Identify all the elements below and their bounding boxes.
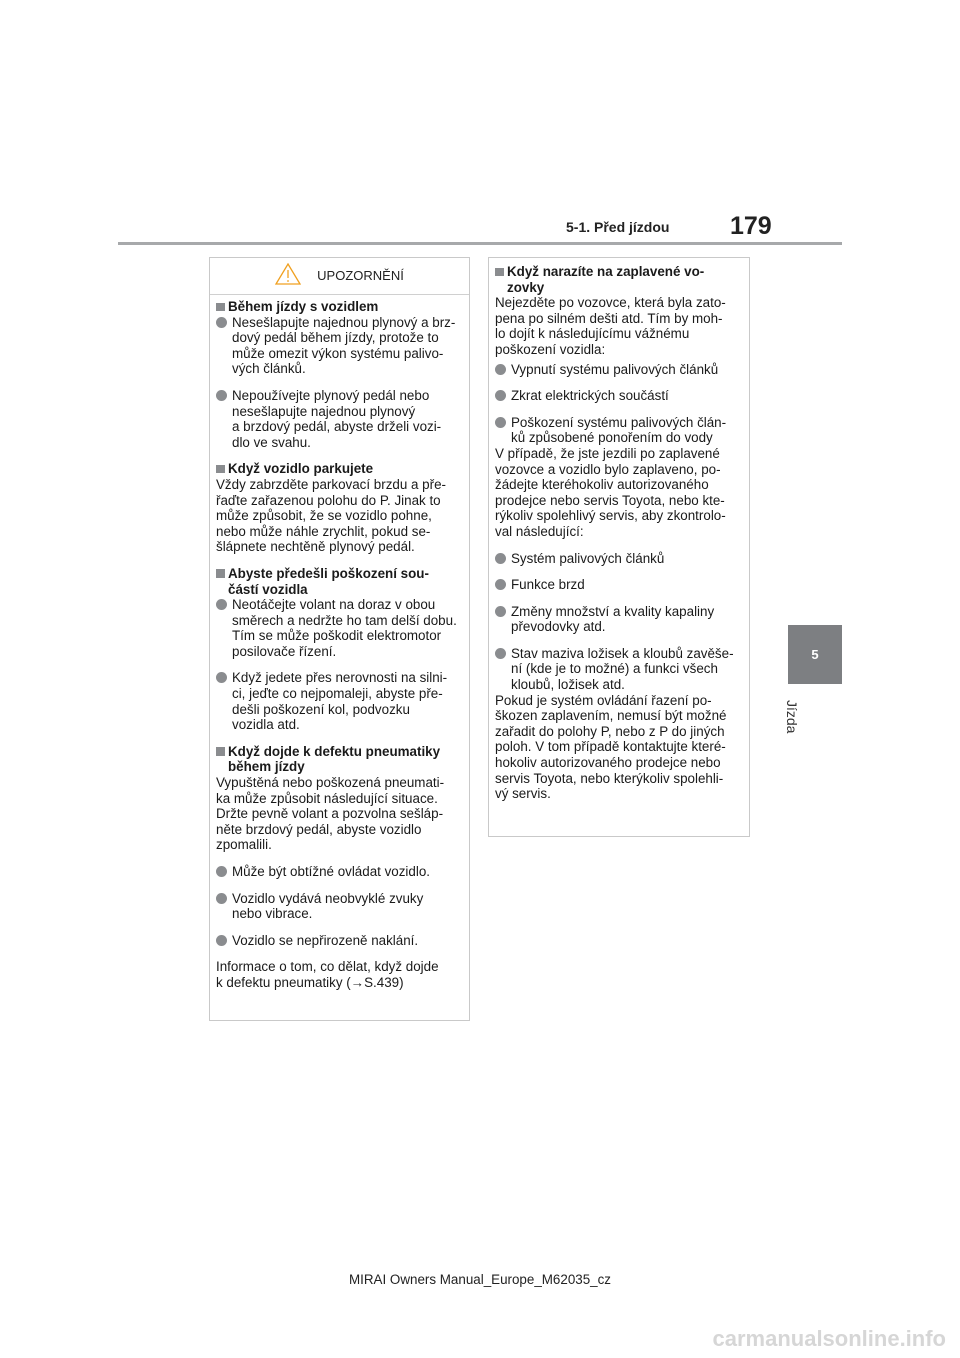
section-title: 5-1. Před jízdou xyxy=(566,219,670,235)
list-item: Funkce brzd xyxy=(495,577,743,593)
square-bullet-icon xyxy=(216,744,228,775)
list-item: Nesešlapujte najednou plynový a brz- dový pedál během jízdy, protože to může omezit výkon systému palivo- vých článků. xyxy=(216,315,463,377)
section-heading: Když vozidlo parkujete xyxy=(216,461,463,477)
list-item-block xyxy=(495,604,743,635)
list-item-block xyxy=(216,933,463,949)
list-item: Změny množství a kvality kapaliny převodovky atd. xyxy=(495,604,743,635)
list-item: Nepoužívejte plynový pedál nebo nesešlapujte najednou plynový a brzdový pedál, abyste drželi vozi- dlo ve svahu. xyxy=(216,388,463,450)
list-item: Zkrat elektrických součástí xyxy=(495,388,743,404)
bullet-icon xyxy=(216,891,232,922)
list-item: Když jedete přes nerovnosti na silni- ci, jeďte co nejpomaleji, abyste pře- dešli poškození kol, podvozku vozidla atd. xyxy=(216,670,463,732)
warning-box xyxy=(209,257,470,1021)
list-item-block xyxy=(495,362,743,378)
flood-box xyxy=(488,257,750,837)
bullet-icon xyxy=(216,864,232,880)
section-heading: Abyste předešli poškození sou- částí vozidla xyxy=(216,566,463,597)
bullet-icon xyxy=(495,415,511,446)
list-item: Stav maziva ložisek a kloubů zavěše- ní (kde je to možné) a funkci všech kloubů, ložisek atd. xyxy=(495,646,743,693)
page-number: 179 xyxy=(730,212,772,240)
section-damage xyxy=(216,566,463,660)
bullet-icon xyxy=(495,646,511,693)
paragraph: Vždy zabrzděte parkovací brzdu a pře- řaďte zařazenou polohu do P. Jinak to může způsobit, že se vozidlo pohne, nebo může náhle zrychlit, pokud se- šlápnete nechtěně plynový pedál. xyxy=(216,476,446,555)
warning-title: UPOZORNĚNÍ xyxy=(317,268,404,284)
section-parking xyxy=(216,461,463,555)
list-item-block xyxy=(495,388,743,404)
square-bullet-icon xyxy=(495,264,507,295)
warning-header xyxy=(210,258,469,295)
section-tire xyxy=(216,744,463,853)
list-item-block xyxy=(495,415,743,540)
list-item: Může být obtížné ovládat vozidlo. xyxy=(216,864,463,880)
list-item: Vozidlo se nepřirozeně naklání. xyxy=(216,933,463,949)
square-bullet-icon xyxy=(216,299,228,315)
list-item-block xyxy=(216,864,463,880)
list-item: Neotáčejte volant na doraz v obou směrech a nedržte ho tam delší dobu. Tím se může poškodit elektromotor posilovače řízení. xyxy=(216,597,463,659)
list-item: Poškození systému palivových člán- ků způsobené ponořením do vody xyxy=(495,415,743,446)
list-item-block xyxy=(216,670,463,732)
bullet-icon xyxy=(495,551,511,567)
bullet-icon xyxy=(216,388,232,450)
bullet-icon xyxy=(495,577,511,593)
paragraph: V případě, že jste jezdili po zaplavené vozovce a vozidlo bylo zaplaveno, po- žádejte kteréhokoliv autorizovaného prodejce nebo servis Toyota, nebo kte- rýkoliv spolehlivý servis, aby zkontrolo- val následující: xyxy=(495,445,726,539)
square-bullet-icon xyxy=(216,566,228,597)
section-heading: Během jízdy s vozidlem xyxy=(216,299,463,315)
list-item-block xyxy=(495,551,743,567)
list-item-block xyxy=(216,388,463,450)
chapter-tab[interactable]: 5 xyxy=(788,625,842,684)
paragraph: Informace o tom, co dělat, když dojde k defektu pneumatiky (→S.439) xyxy=(216,959,439,990)
header-rule xyxy=(118,242,842,245)
bullet-icon xyxy=(495,604,511,635)
bullet-icon xyxy=(495,388,511,404)
list-item-block xyxy=(216,891,463,922)
bullet-icon xyxy=(216,315,232,377)
paragraph: Pokud je systém ovládání řazení po- škozen zaplavením, nemusí být možné zařadit do polohy P, nebo z P do jiných poloh. V tom případě kontaktujte které- hokoliv autorizovaného prodejce nebo servis Toyota, nebo kterýkoliv spolehli- vý servis. xyxy=(495,692,727,802)
bullet-icon xyxy=(216,670,232,732)
list-item: Systém palivových článků xyxy=(495,551,743,567)
list-item: Vypnutí systému palivových článků xyxy=(495,362,743,378)
list-item-block xyxy=(495,577,743,593)
warning-triangle-icon xyxy=(275,263,301,289)
bullet-icon xyxy=(216,597,232,659)
section-driving xyxy=(216,299,463,377)
paragraph: Nejezděte po vozovce, která byla zato- pena po silném dešti atd. Tím by moh- lo dojít k následujícímu vážnému poškození vozidla: xyxy=(495,295,726,357)
reference-paragraph xyxy=(216,959,463,990)
chapter-label: Jízda xyxy=(784,700,800,734)
bullet-icon xyxy=(495,362,511,378)
square-bullet-icon xyxy=(216,461,228,477)
watermark: carmanualsonline.info xyxy=(712,1326,946,1351)
footer-text: MIRAI Owners Manual_Europe_M62035_cz xyxy=(349,1272,611,1287)
bullet-icon xyxy=(216,933,232,949)
list-item-block xyxy=(495,646,743,802)
list-item: Vozidlo vydává neobvyklé zvuky nebo vibrace. xyxy=(216,891,463,922)
paragraph: Vypuštěná nebo poškozená pneumati- ka může způsobit následující situace. Držte pevně volant a pozvolna sešláp- něte brzdový pedál, abyste vozidlo zpomalili. xyxy=(216,775,445,853)
section-heading: Když dojde k defektu pneumatiky během jízdy xyxy=(216,744,463,775)
section-heading: Když narazíte na zaplavené vo- zovky xyxy=(495,264,743,295)
